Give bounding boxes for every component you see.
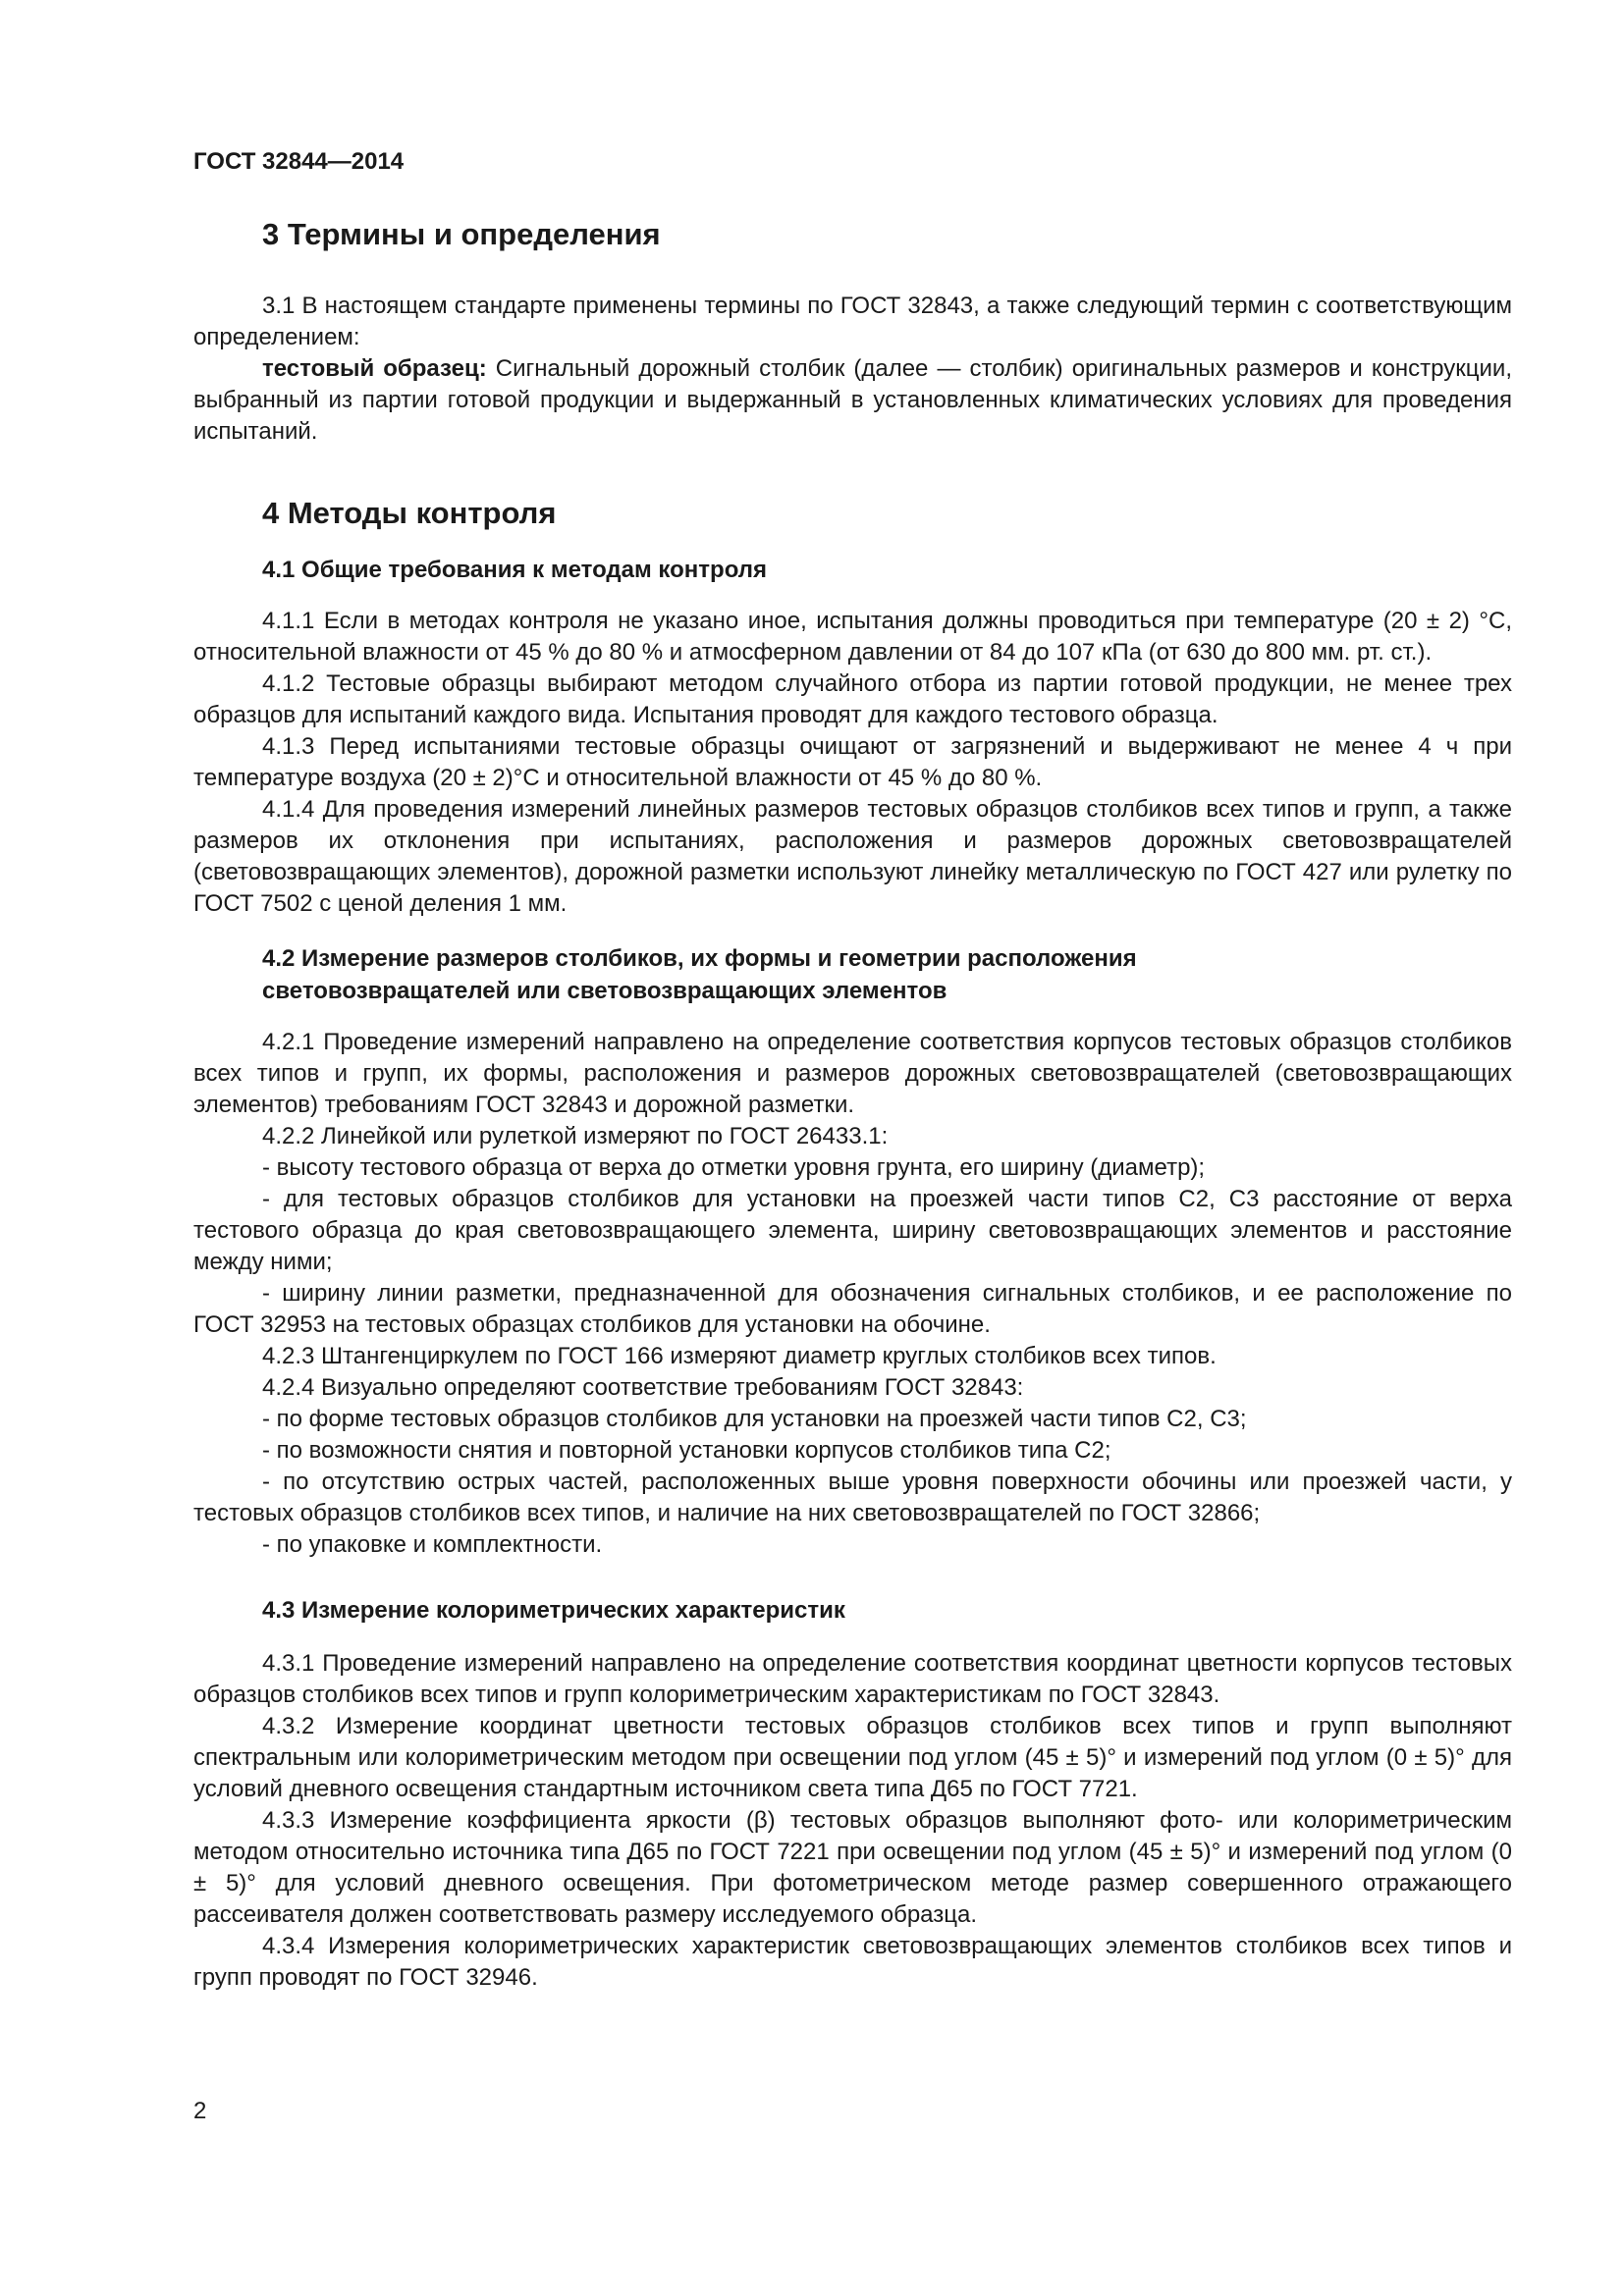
list-item: - по возможности снятия и повторной установки корпусов столбиков типа С2; [262, 1437, 1111, 1464]
list-item: - для тестовых образцов столбиков для установки на проезжей части типов С2, С3 расстояние от верха тестового образца до края световозвращающего элемента, ширину световозвращающих элементов и расстояние между ними; [193, 1186, 1512, 1275]
subsection-4-3-title: 4.3 Измерение колориметрических характеристик [262, 1597, 845, 1624]
section-4-title: 4 Методы контроля [262, 496, 557, 530]
term-label: тестовый образец: [262, 355, 487, 382]
list-item: - по отсутствию острых частей, расположенных выше уровня поверхности обочины или проезжей части, у тестовых образцов столбиков всех типов, и наличие на них световозвращателей по ГОСТ 32866; [193, 1468, 1512, 1526]
paragraph-4-1-1: 4.1.1 Если в методах контроля не указано иное, испытания должны проводиться при температуре (20 ± 2) °С, относительной влажности от 45 % до 80 % и атмосферном давлении от 84 до 107 кПа (от 630 до 800 мм. рт. ст.). [193, 608, 1512, 666]
paragraph-4-2-2: 4.2.2 Линейкой или рулеткой измеряют по ГОСТ 26433.1: [262, 1123, 889, 1149]
paragraph-4-2-1: 4.2.1 Проведение измерений направлено на определение соответствия корпусов тестовых образцов столбиков всех типов и групп, их формы, расположения и размеров дорожных световозвращателей (световозвращающих элементов) требованиям ГОСТ 32843 и дорожной разметки. [193, 1029, 1512, 1118]
paragraph-4-1-3: 4.1.3 Перед испытаниями тестовые образцы очищают от загрязнений и выдерживают не менее 4 ч при температуре воздуха (20 ± 2)°С и относительной влажности от 45 % до 80 %. [193, 733, 1512, 791]
subsection-4-2-title [193, 942, 1512, 1007]
paragraph-4-2-4: 4.2.4 Визуально определяют соответствие требованиям ГОСТ 32843: [262, 1374, 1024, 1401]
paragraph-4-1-4: 4.1.4 Для проведения измерений линейных размеров тестовых образцов столбиков всех типов и групп, а также размеров их отклонения при испытаниях, расположения и размеров дорожных световозвращателей (световозвращающих элементов), дорожной разметки используют линейку металлическую по ГОСТ 427 или рулетку по ГОСТ 7502 с ценой деления 1 мм. [193, 796, 1512, 917]
list-item: - по форме тестовых образцов столбиков для установки на проезжей части типов С2, С3; [262, 1406, 1247, 1432]
paragraph-4-3-3: 4.3.3 Измерение коэффициента яркости (β) тестовых образцов выполняют фото- или колориметрическим методом относительно источника типа Д65 по ГОСТ 7221 при освещении под углом (45 ± 5)° и измерений под углом (0 ± 5)° для условий дневного освещения. При фотометрическом методе размер совершенного отражающего рассеивателя должен соответствовать размеру исследуемого образца. [193, 1807, 1512, 1928]
document-page [193, 147, 1512, 1994]
paragraph-4-1-2: 4.1.2 Тестовые образцы выбирают методом случайного отбора из партии готовой продукции, не менее трех образцов для испытаний каждого вида. Испытания проводят для каждого тестового образца. [193, 670, 1512, 728]
term-definition-text: Сигнальный дорожный столбик (далее — столбик) оригинальных размеров и конструкции, выбранный из партии готовой продукции и выдержанный в установленных климатических условиях для проведения испытаний. [193, 355, 1512, 445]
list-item: - ширину линии разметки, предназначенной для обозначения сигнальных столбиков, и ее расположение по ГОСТ 32953 на тестовых образцах столбиков для установки на обочине. [193, 1280, 1512, 1338]
subsection-4-2-title-line-2: световозвращателей или световозвращающих элементов [262, 978, 947, 1004]
paragraph-4-3-2: 4.3.2 Измерение координат цветности тестовых образцов столбиков всех типов и групп выполняют спектральным или колориметрическим методом при освещении под углом (45 ± 5)° и измерений под углом (0 ± 5)° для условий дневного освещения стандартным источником света типа Д65 по ГОСТ 7721. [193, 1713, 1512, 1802]
subsection-4-2-title-line-1: 4.2 Измерение размеров столбиков, их формы и геометрии расположения [262, 945, 1137, 972]
paragraph-4-2-3: 4.2.3 Штангенциркулем по ГОСТ 166 измеряют диаметр круглых столбиков всех типов. [262, 1343, 1217, 1369]
section-3-title: 3 Термины и определения [262, 217, 661, 251]
list-item: - по упаковке и комплектности. [262, 1531, 603, 1558]
list-item: - высоту тестового образца от верха до отметки уровня грунта, его ширину (диаметр); [262, 1154, 1206, 1181]
term-definition [193, 353, 1512, 448]
page-number: 2 [193, 2098, 207, 2124]
document-id: ГОСТ 32844—2014 [193, 148, 405, 175]
subsection-4-1-title: 4.1 Общие требования к методам контроля [262, 557, 768, 583]
paragraph-4-3-4: 4.3.4 Измерения колориметрических характеристик световозвращающих элементов столбиков всех типов и групп проводят по ГОСТ 32946. [193, 1933, 1512, 1991]
paragraph-3-1: 3.1 В настоящем стандарте применены термины по ГОСТ 32843, а также следующий термин с соответствующим определением: [193, 293, 1512, 350]
paragraph-4-3-1: 4.3.1 Проведение измерений направлено на определение соответствия координат цветности корпусов тестовых образцов столбиков всех типов и групп колориметрическим характеристикам по ГОСТ 32843. [193, 1650, 1512, 1708]
